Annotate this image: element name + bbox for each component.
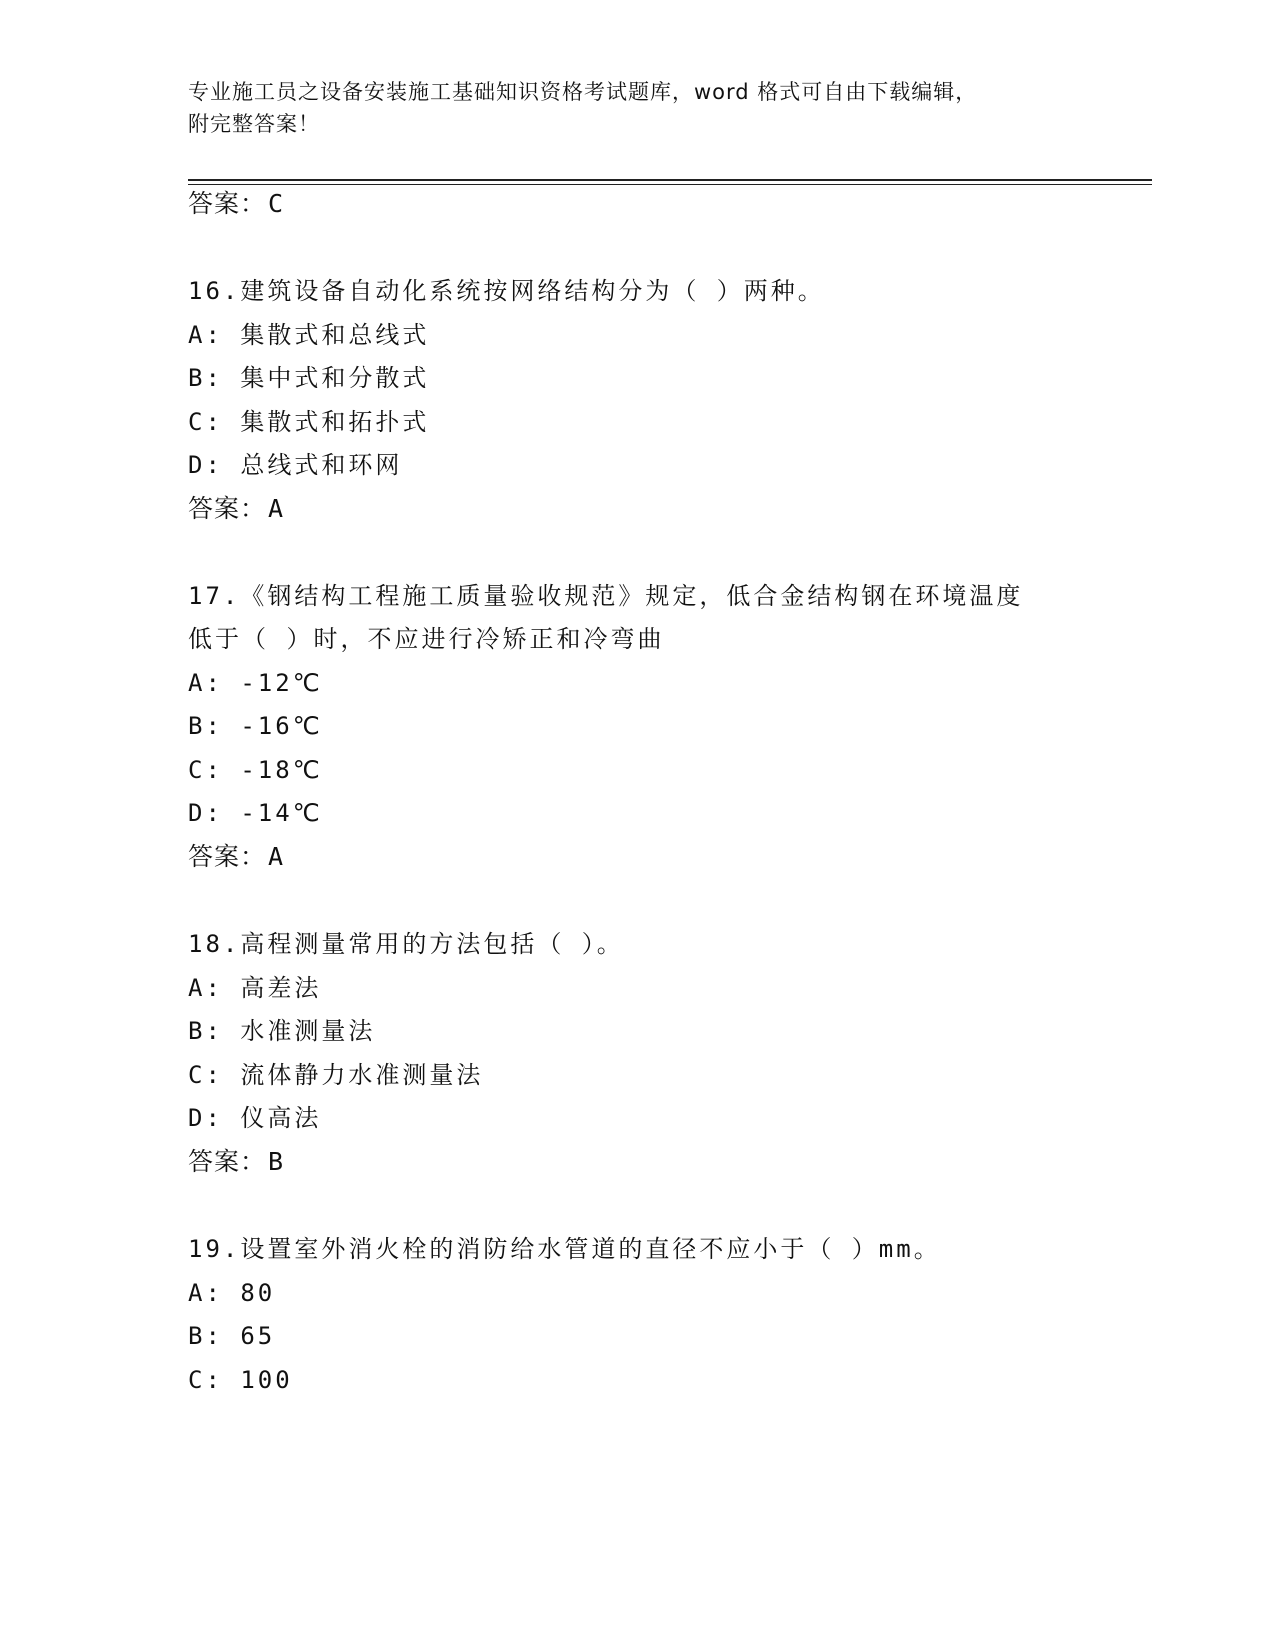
header-line-2: 附完整答案！ bbox=[188, 112, 320, 136]
question-19-option-a: A: 80 bbox=[188, 1279, 276, 1307]
question-17-stem-line-1: 17.《钢结构工程施工质量验收规范》规定，低合金结构钢在环境温度 bbox=[188, 582, 1024, 610]
header-divider-thick bbox=[188, 179, 1152, 181]
question-16-option-b: B: 集中式和分散式 bbox=[188, 364, 430, 392]
question-18-option-d: D: 仪高法 bbox=[188, 1104, 322, 1132]
question-17-option-c: C: -18℃ bbox=[188, 756, 323, 784]
answer-value: A bbox=[268, 494, 285, 523]
document-header bbox=[188, 76, 1088, 140]
previous-answer bbox=[188, 187, 284, 221]
question-18-option-c: C: 流体静力水准测量法 bbox=[188, 1061, 484, 1089]
question-18-option-a: A: 高差法 bbox=[188, 974, 322, 1002]
question-18-answer bbox=[188, 1145, 284, 1179]
answer-value: B bbox=[268, 1147, 285, 1176]
answer-label: 答案： bbox=[188, 1147, 267, 1176]
question-16-option-c: C: 集散式和拓扑式 bbox=[188, 408, 430, 436]
question-18-stem: 18.高程测量常用的方法包括（ ）。 bbox=[188, 930, 624, 958]
question-19-stem: 19.设置室外消火栓的消防给水管道的直径不应小于（ ）mm。 bbox=[188, 1235, 941, 1263]
question-17-option-b: B: -16℃ bbox=[188, 712, 323, 740]
question-16-stem: 16.建筑设备自动化系统按网络结构分为（ ）两种。 bbox=[188, 277, 825, 305]
answer-label: 答案： bbox=[188, 494, 267, 523]
answer-value: C bbox=[268, 189, 285, 218]
question-18-option-b: B: 水准测量法 bbox=[188, 1017, 376, 1045]
header-line-1: 专业施工员之设备安装施工基础知识资格考试题库，word 格式可自由下载编辑， bbox=[188, 80, 978, 104]
question-17-option-d: D: -14℃ bbox=[188, 799, 323, 827]
answer-label: 答案： bbox=[188, 189, 267, 218]
question-17-stem-line-2: 低于（ ）时，不应进行冷矫正和冷弯曲 bbox=[188, 625, 665, 653]
header-divider-thin bbox=[188, 184, 1152, 185]
question-19-option-c: C: 100 bbox=[188, 1366, 293, 1394]
question-17-option-a: A: -12℃ bbox=[188, 669, 323, 697]
answer-value: A bbox=[268, 842, 285, 871]
question-19-option-b: B: 65 bbox=[188, 1322, 276, 1350]
question-16-option-a: A: 集散式和总线式 bbox=[188, 321, 430, 349]
answer-label: 答案： bbox=[188, 842, 267, 871]
question-17-answer bbox=[188, 840, 284, 874]
question-16-answer bbox=[188, 492, 284, 526]
question-16-option-d: D: 总线式和环网 bbox=[188, 451, 403, 479]
